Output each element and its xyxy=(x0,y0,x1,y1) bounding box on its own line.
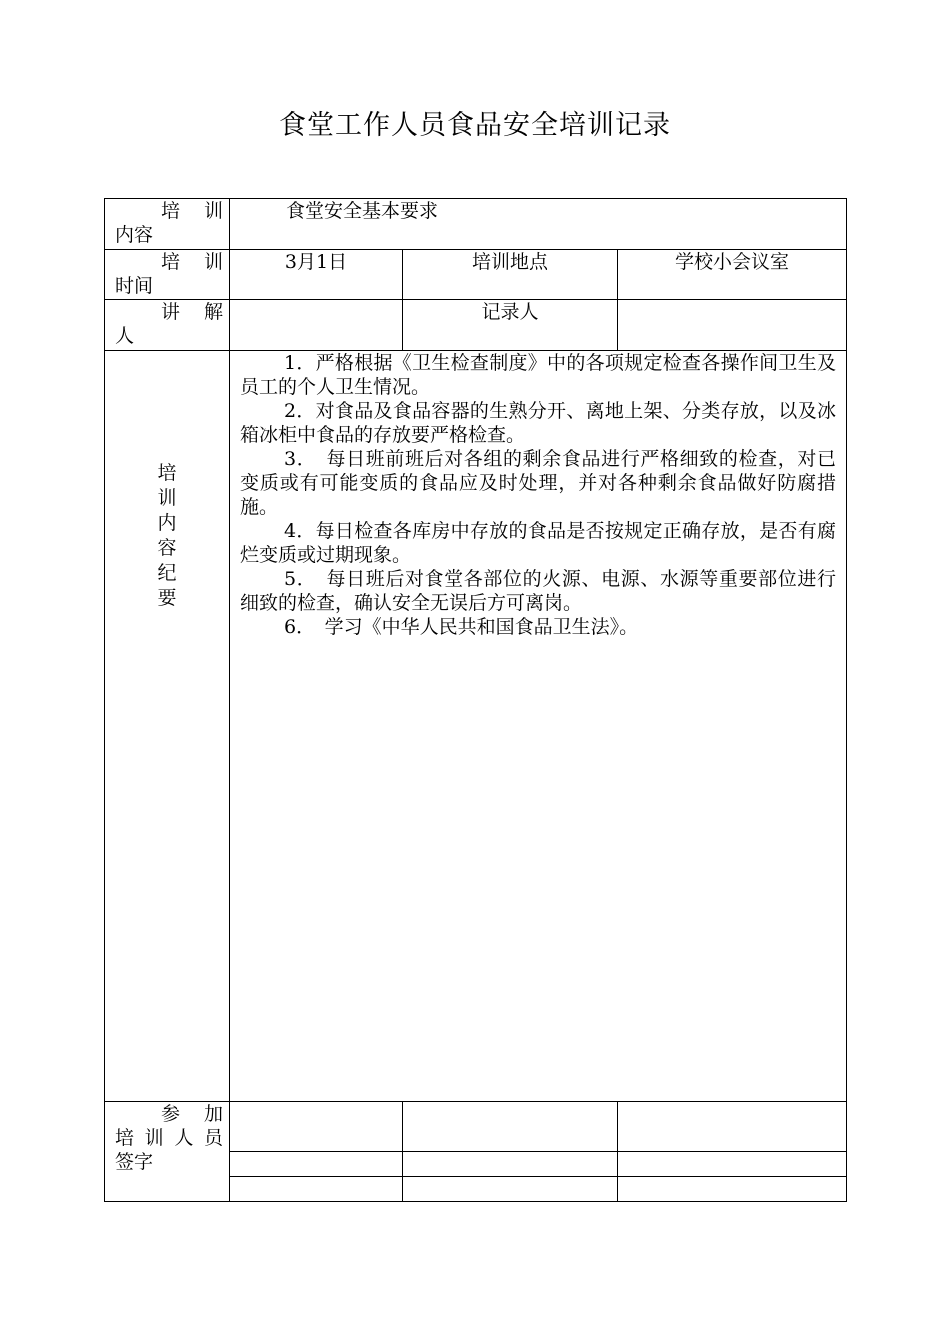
row-training-content xyxy=(105,199,847,250)
signature-cell[interactable] xyxy=(618,1177,847,1202)
signature-cell[interactable] xyxy=(230,1177,403,1202)
label-training-place: 培训地点 xyxy=(403,250,618,300)
signature-cell[interactable] xyxy=(230,1102,403,1152)
row-training-time xyxy=(105,250,847,300)
training-place-value[interactable]: 学校小会议室 xyxy=(618,250,847,300)
label-recorder: 记录人 xyxy=(403,300,618,351)
signature-cell[interactable] xyxy=(403,1177,618,1202)
signature-cell[interactable] xyxy=(403,1102,618,1152)
row-speaker xyxy=(105,300,847,351)
label-speaker: 讲 解 人 xyxy=(105,300,230,351)
training-time-value[interactable]: 3月1日 xyxy=(230,250,403,300)
label-training-content: 培 训 内容 xyxy=(105,199,230,250)
label-signature: 参 加 培 训 人 员 签字 xyxy=(105,1102,230,1202)
row-signature-1 xyxy=(105,1102,847,1152)
signature-cell[interactable] xyxy=(618,1152,847,1177)
label-training-notes: 培 训 内 容 纪 要 xyxy=(105,351,230,1102)
recorder-value[interactable] xyxy=(618,300,847,351)
notes-item: 3． 每日班前班后对各组的剩余食品进行严格细致的检查，对已变质或有可能变质的食品应及时处理，并对各种剩余食品做好防腐措施。 xyxy=(240,448,836,518)
notes-item: 1．严格根据《卫生检查制度》中的各项规定检查各操作间卫生及员工的个人卫生情况。 xyxy=(240,352,836,398)
signature-cell[interactable] xyxy=(618,1102,847,1152)
training-record-table xyxy=(104,198,847,1202)
signature-cell[interactable] xyxy=(230,1152,403,1177)
row-training-notes xyxy=(105,351,847,1102)
page-title: 食堂工作人员食品安全培训记录 xyxy=(279,110,671,141)
training-content-value[interactable]: 食堂安全基本要求 xyxy=(230,199,847,250)
notes-item: 5． 每日班后对食堂各部位的火源、电源、水源等重要部位进行细致的检查，确认安全无误后方可离岗。 xyxy=(240,568,836,614)
training-notes-content[interactable] xyxy=(230,351,847,1102)
label-training-time: 培 训 时间 xyxy=(105,250,230,300)
signature-cell[interactable] xyxy=(403,1152,618,1177)
notes-item: 2．对食品及食品容器的生熟分开、离地上架、分类存放，以及冰箱冰柜中食品的存放要严格检查。 xyxy=(240,400,836,446)
notes-item: 6． 学习《中华人民共和国食品卫生法》。 xyxy=(284,616,639,638)
speaker-value[interactable] xyxy=(230,300,403,351)
notes-item: 4．每日检查各库房中存放的食品是否按规定正确存放，是否有腐烂变质或过期现象。 xyxy=(240,520,836,566)
